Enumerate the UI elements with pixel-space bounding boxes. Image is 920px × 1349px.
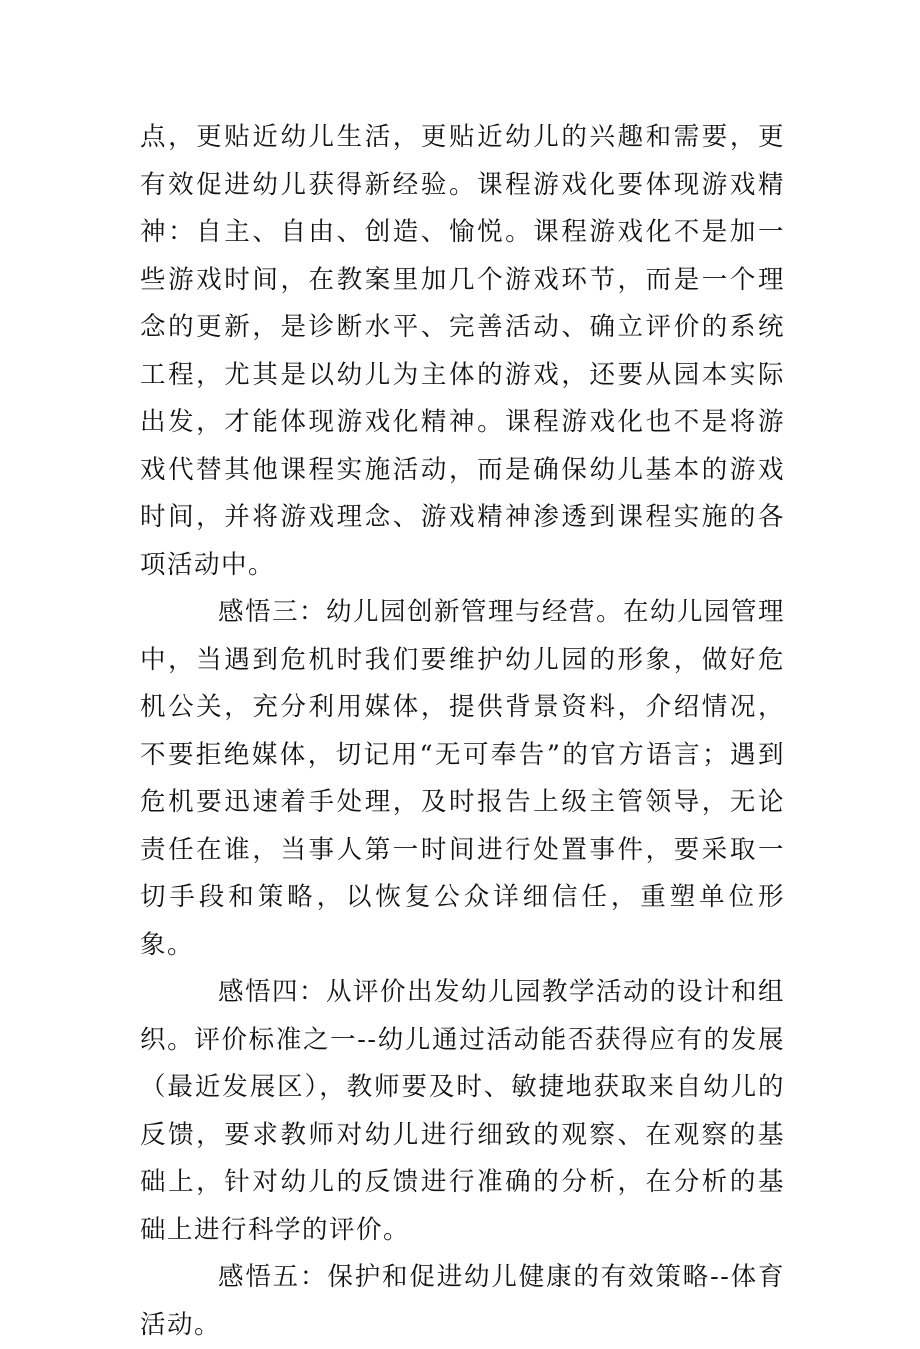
paragraph-insight-three: 感悟三：幼儿园创新管理与经营。在幼儿园管理中，当遇到危机时我们要维护幼儿园的形象，做好危机公关，充分利用媒体，提供背景资料，介绍情况，不要拒绝媒体，切记用“无可奉告”的官方语言；遇到危机要迅速着手处理，及时报告上级主管领导，无论责任在谁，当事人第一时间进行处置事件，要采取一切手段和策略，以恢复公众详细信任，重塑单位形象。 bbox=[140, 597, 786, 960]
paragraph-continuation: 点，更贴近幼儿生活，更贴近幼儿的兴趣和需要，更有效促进幼儿获得新经验。课程游戏化要体现游戏精神：自主、自由、创造、愉悦。课程游戏化不是加一些游戏时间，在教案里加几个游戏环节，而是一个理念的更新，是诊断水平、完善活动、确立评价的系统工程，尤其是以幼儿为主体的游戏，还要从园本实际出发，才能体现游戏化精神。课程游戏化也不是将游戏代替其他课程实施活动，而是确保幼儿基本的游戏时间，并将游戏理念、游戏精神渗透到课程实施的各项活动中。 bbox=[140, 122, 785, 580]
paragraph-insight-four: 感悟四：从评价出发幼儿园教学活动的设计和组织。评价标准之一--幼儿通过活动能否获得应有的发展（最近发展区），教师要及时、敏捷地获取来自幼儿的反馈，要求教师对幼儿进行细致的观察、在观察的基础上，针对幼儿的反馈进行准确的分析，在分析的基础上进行科学的评价。 bbox=[140, 977, 786, 1245]
document-body bbox=[140, 114, 785, 1349]
paragraph-insight-five: 感悟五：保护和促进幼儿健康的有效策略--体育活动。 bbox=[140, 1262, 785, 1340]
